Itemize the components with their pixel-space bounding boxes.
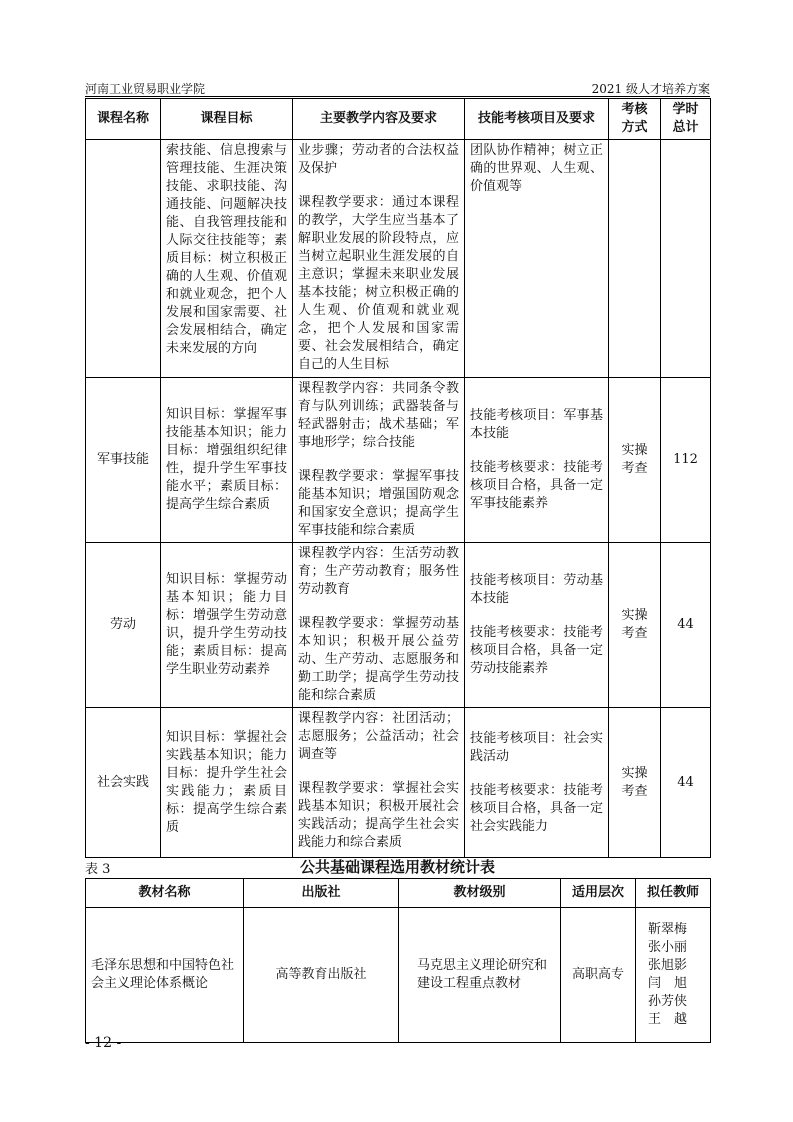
header-plan: 2021 级人才培养方案 [591, 82, 710, 96]
exam-method [609, 140, 661, 378]
total-hours [661, 140, 711, 378]
main-content [293, 140, 465, 378]
table-row [86, 708, 711, 858]
skill-requirement: 技能考核要求：技能考核项目合格，具备一定社会实践能力 [470, 782, 603, 834]
exam-method: 实操 考查 [609, 543, 661, 708]
textbook-name: 毛泽东思想和中国特色社会主义理论体系概论 [86, 908, 244, 1043]
course-goal: 索技能、信息搜索与管理技能、生涯决策技能、求职技能、沟通技能、问题解决技能、自我管理技能和人际交往技能等；素质目标：树立积极正确的人生观、价值观和就业观念，把个人发展和国家需要、社会发展相结合，确定未来发展的方向 [161, 140, 293, 378]
col-course-name: 课程名称 [86, 99, 161, 140]
content-text: 课程教学内容：社团活动；志愿服务；公益活动；社会调查等 [298, 711, 459, 762]
col-course-goal: 课程目标 [161, 99, 293, 140]
header-divider [85, 96, 710, 97]
col-skill-assessment: 技能考核项目及要求 [465, 99, 609, 140]
teacher-name: 张小丽 [648, 940, 688, 955]
skill-item: 团队协作精神；树立正确的世界观、人生观、价值观等 [470, 143, 603, 194]
exam-method: 实操 考查 [609, 708, 661, 858]
requirement-text: 课程教学要求：掌握军事技能基本知识；增强国防观念和国家安全意识；提高学生军事技能和综合素质 [298, 469, 459, 538]
teacher-name: 张旭影 [648, 958, 688, 973]
total-hours: 44 [661, 543, 711, 708]
skill-assessment [465, 378, 609, 543]
table-title: 公共基础课程选用教材统计表 [299, 858, 495, 876]
skill-assessment [465, 140, 609, 378]
requirement-text: 课程教学要求：掌握劳动基本知识；积极开展公益劳动、生产劳动、志愿服务和勤工助学；提高学生劳动技能和综合素质 [298, 616, 459, 703]
course-goal: 知识目标：掌握劳动基本知识；能力目标：增强学生劳动意识，提升学生劳动技能；素质目标：提高学生职业劳动素养 [161, 543, 293, 708]
skill-assessment [465, 543, 609, 708]
main-content [293, 378, 465, 543]
col-teachers: 拟任教师 [636, 879, 711, 908]
applicable-level: 高职高专 [561, 908, 636, 1043]
teacher-list [636, 908, 711, 1043]
table-header-row [86, 879, 711, 908]
col-main-content: 主要教学内容及要求 [293, 99, 465, 140]
course-name: 军事技能 [86, 378, 161, 543]
content-text: 业步骤；劳动者的合法权益及保护 [298, 143, 459, 176]
main-content [293, 543, 465, 708]
course-table [85, 98, 711, 858]
skill-item: 技能考核项目：社会实践活动 [470, 730, 603, 764]
col-exam-method: 考核 方式 [609, 99, 661, 140]
table-caption [85, 856, 710, 876]
col-textbook-name: 教材名称 [86, 879, 244, 908]
col-total-hours: 学时 总计 [661, 99, 711, 140]
total-hours: 112 [661, 378, 711, 543]
col-applicable-level: 适用层次 [561, 879, 636, 908]
skill-item: 技能考核项目：劳动基本技能 [470, 573, 603, 606]
table-row [86, 140, 711, 378]
table-row [86, 543, 711, 708]
requirement-text: 课程教学要求：掌握社会实践基本知识；积极开展社会实践活动；提高学生社会实践能力和综合素质 [298, 781, 459, 850]
total-hours: 44 [661, 708, 711, 858]
exam-method: 实操 考查 [609, 378, 661, 543]
skill-requirement: 技能考核要求：技能考核项目合格，具备一定劳动技能素养 [470, 625, 603, 676]
page-number: - 12 - [85, 1035, 122, 1051]
col-publisher: 出版社 [244, 879, 399, 908]
requirement-text: 课程教学要求：通过本课程的教学，大学生应当基本了解职业发展的阶段特点，应当树立起职业生涯发展的自主意识；掌握未来职业发展基本技能；树立积极正确的人生观、价值观和就业观念，把个人发展和国家需要、社会发展相结合，确定自己的人生目标 [298, 195, 459, 372]
col-textbook-level: 教材级别 [399, 879, 561, 908]
skill-item: 技能考核项目：军事基本技能 [470, 408, 603, 441]
course-goal: 知识目标：掌握军事技能基本知识；能力目标：增强组织纪律性，提升学生军事技能水平；素质目标：提高学生综合素质 [161, 378, 293, 543]
course-name: 社会实践 [86, 708, 161, 858]
skill-assessment [465, 708, 609, 858]
course-goal: 知识目标：掌握社会实践基本知识；能力目标：提升学生社会实践能力；素质目标：提高学生综合素质 [161, 708, 293, 858]
textbook-level: 马克思主义理论研究和建设工程重点教材 [399, 908, 561, 1043]
header-school: 河南工业贸易职业学院 [85, 82, 206, 96]
table-row [86, 908, 711, 1043]
table-header-row [86, 99, 711, 140]
table-number: 表 3 [85, 862, 111, 877]
teacher-name: 闫 旭 [648, 976, 688, 991]
course-name: 劳动 [86, 543, 161, 708]
teacher-name: 靳翠梅 [648, 922, 688, 937]
course-name [86, 140, 161, 378]
table-row [86, 378, 711, 543]
teacher-name: 孙芳侠 [648, 994, 688, 1009]
content-text: 课程教学内容：共同条令教育与队列训练；武器装备与轻武器射击；战术基础；军事地形学；综合技能 [298, 381, 459, 450]
content-text: 课程教学内容：生活劳动教育；生产劳动教育；服务性劳动教育 [298, 546, 459, 597]
main-content [293, 708, 465, 858]
textbook-table [85, 878, 711, 1043]
publisher: 高等教育出版社 [244, 908, 399, 1043]
teacher-name: 王 越 [648, 1012, 688, 1027]
skill-requirement: 技能考核要求：技能考核项目合格，具备一定军事技能素养 [470, 460, 603, 511]
